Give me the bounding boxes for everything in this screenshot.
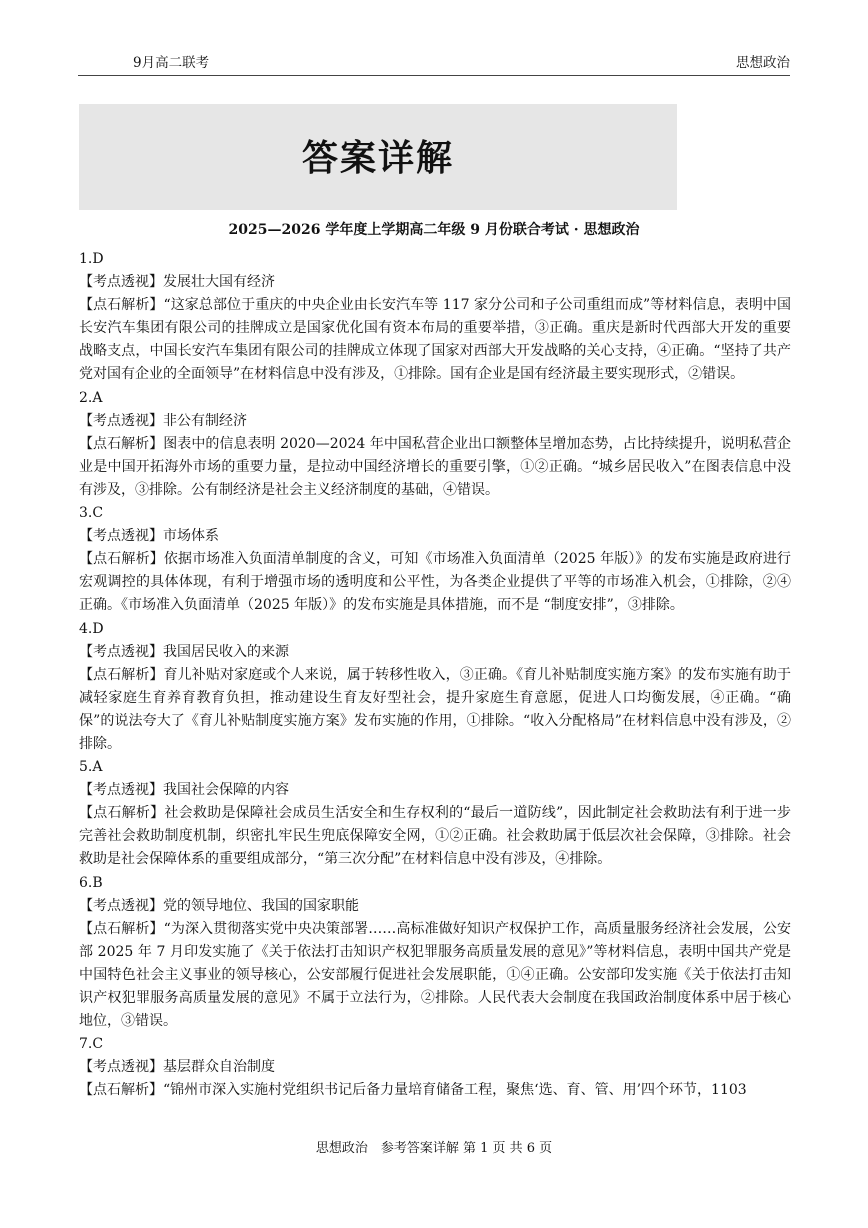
analysis: 【点石解析】社会救助是保障社会成员生活安全和生存权利的“最后一道防线”，因此制定社会救助法有利于进一步完善社会救助制度机制，织密扎牢民生兜底保障安全网，①②正确。社会救助属于低层次社会保障，③排除。社会救助是社会保障体系的重要组成部分，“第三次分配”在材料信息中没有涉及，④排除。 (79, 805, 791, 868)
analysis: 【点石解析】“锦州市深入实施村党组织书记后备力量培育储备工程，聚焦‘选、育、管、用’四个环节，1103 (79, 1082, 747, 1099)
key-point: 【考点透视】基层群众自治制度 (79, 1059, 275, 1076)
answer-number: 5.A (79, 759, 103, 776)
answer-list (79, 248, 791, 1102)
analysis: 【点石解析】育儿补贴对家庭或个人来说，属于转移性收入，③正确。《育儿补贴制度实施方案》的发布实施有助于减轻家庭生育养育教育负担，推动建设生育友好型社会，提升家庭生育意愿，促进人口均衡发展，④正确。“确保”的说法夸大了《育儿补贴制度实施方案》发布实施的作用，①排除。“收入分配格局”在材料信息中没有涉及，②排除。 (79, 666, 791, 752)
analysis: 【点石解析】图表中的信息表明 2020—2024 年中国私营企业出口额整体呈增加态势，占比持续提升，说明私营企业是中国开拓海外市场的重要力量，是拉动中国经济增长的重要引擎，①②正确。“城乡居民收入”在图表信息中没有涉及，③排除。公有制经济是社会主义经济制度的基础，④错误。 (79, 435, 791, 498)
key-point: 【考点透视】党的领导地位、我国的国家职能 (79, 897, 359, 914)
exam-title: 2025—2026 学年度上学期高二年级 9 月份联合考试 · 思想政治 (228, 222, 640, 238)
answer-item (79, 502, 791, 617)
answer-number: 1.D (79, 251, 104, 267)
answer-item (79, 756, 791, 871)
answer-item (79, 248, 791, 387)
analysis: 【点石解析】“为深入贯彻落实党中央决策部署……高标准做好知识产权保护工作，高质量服务经济社会发展，公安部 2025 年 7 月印发实施了《关于依法打击知识产权犯罪服务高质量发展的意见》”等材料信息，表明中国共产党是中国特色社会主义事业的领导核心，公安部履行促进社会发展职能，①④正确。公安部印发实施《关于依法打击知识产权犯罪服务高质量发展的意见》不属于立法行为，②排除。人民代表大会制度在我国政治制度体系中居于核心地位，③错误。 (79, 920, 791, 1030)
answer-item (79, 1033, 791, 1102)
answer-number: 3.C (79, 505, 104, 522)
banner-title: 答案详解 (301, 137, 454, 179)
key-point: 【考点透视】市场体系 (79, 528, 219, 545)
title-banner (79, 104, 677, 210)
answer-number: 7.C (79, 1036, 104, 1053)
answer-number: 4.D (79, 620, 104, 637)
answer-number: 2.A (79, 389, 103, 406)
key-point: 【考点透视】发展壮大国有经济 (79, 274, 275, 291)
header-divider (78, 75, 790, 76)
header-exam-name: 9月高二联考 (133, 55, 210, 71)
answer-number: 6.B (79, 874, 103, 891)
analysis: 【点石解析】依据市场准入负面清单制度的含义，可知《市场准入负面清单（2025 年版）》的发布实施是政府进行宏观调控的具体体现，有利于增强市场的透明度和公平性，为各类企业提供了平等的市场准入机会，①排除，②④正确。《市场准入负面清单（2025 年版）》的发布实施是具体措施，而不是 “制度安排”，③排除。 (79, 551, 791, 614)
key-point: 【考点透视】非公有制经济 (79, 412, 247, 429)
analysis: 【点石解析】“这家总部位于重庆的中央企业由长安汽车等 117 家分公司和子公司重组而成”等材料信息，表明中国长安汽车集团有限公司的挂牌成立是国家优化国有资本布局的重要举措，③正确。重庆是新时代西部大开发的重要战略支点，中国长安汽车集团有限公司的挂牌成立体现了国家对西部大开发战略的关心支持，④正确。“坚持了共产党对国有企业的全面领导”在材料信息中没有涉及，①排除。国有企业是国有经济最主要实现形式，②错误。 (79, 297, 791, 383)
page-header (78, 52, 790, 74)
answer-item (79, 618, 791, 757)
answer-item (79, 872, 791, 1034)
page-footer: 思想政治 参考答案详解 第 1 页 共 6 页 (315, 1141, 553, 1156)
answer-item (79, 387, 791, 502)
key-point: 【考点透视】我国居民收入的来源 (79, 643, 289, 660)
key-point: 【考点透视】我国社会保障的内容 (79, 782, 289, 799)
header-subject: 思想政治 (736, 55, 790, 71)
